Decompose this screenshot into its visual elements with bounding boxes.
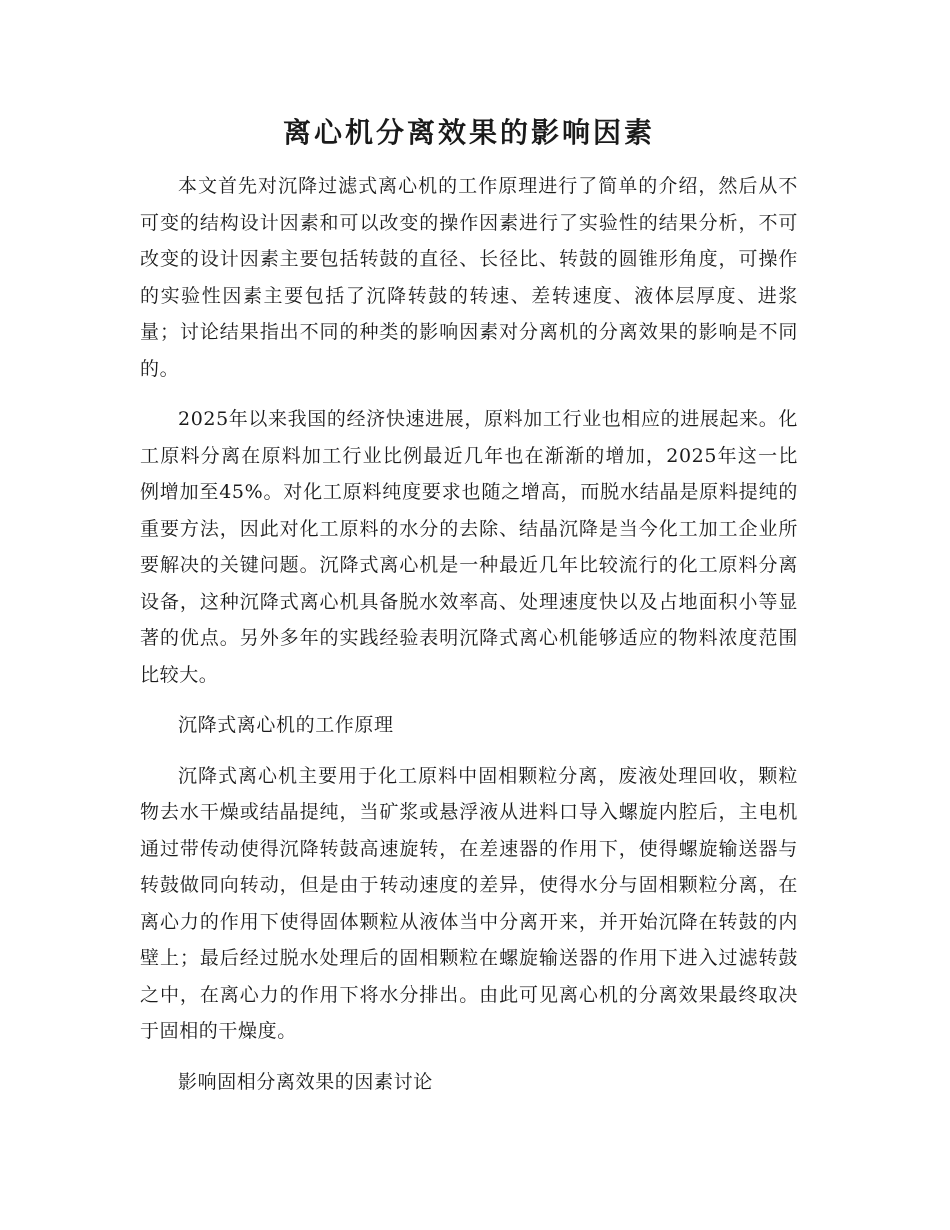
working-principle-paragraph: 沉降式离心机主要用于化工原料中固相颗粒分离，废液处理回收，颗粒物去水干燥或结晶提纯，当矿浆或悬浮液从进料口导入螺旋内腔后，主电机通过带传动使得沉降转鼓高速旋转，在差速器的作用下，使得螺旋输送器与转鼓做同向转动，但是由于转动速度的差异，使得水分与固相颗粒分离，在离心力的作用下使得固体颗粒从液体当中分离开来，并开始沉降在转鼓的内壁上；最后经过脱水处理后的固相颗粒在螺旋输送器的作用下进入过滤转鼓之中，在离心力的作用下将水分排出。由此可见离心机的分离效果最终取决于固相的干燥度。 bbox=[140, 764, 798, 1042]
abstract-paragraph: 本文首先对沉降过滤式离心机的工作原理进行了简单的介绍，然后从不可变的结构设计因素和可以改变的操作因素进行了实验性的结果分析，不可改变的设计因素主要包括转鼓的直径、长径比、转鼓的圆锥形角度，可操作的实验性因素主要包括了沉降转鼓的转速、差转速度、液体层厚度、进浆量；讨论结果指出不同的种类的影响因素对分离机的分离效果的影响是不同的。 bbox=[140, 175, 798, 380]
section-heading-working-principle: 沉降式离心机的工作原理 bbox=[178, 714, 394, 736]
document-page bbox=[140, 108, 798, 1114]
intro-paragraph: 2025年以来我国的经济快速进展，原料加工行业也相应的进展起来。化工原料分离在原料加工行业比例最近几年也在渐渐的增加，2025年这一比例增加至45%。对化工原料纯度要求也随之增高，而脱水结晶是原料提纯的重要方法，因此对化工原料的水分的去除、结晶沉降是当今化工加工企业所要解决的关键问题。沉降式离心机是一种最近几年比较流行的化工原料分离设备，这种沉降式离心机具备脱水效率高、处理速度快以及占地面积小等显著的优点。另外多年的实践经验表明沉降式离心机能够适应的物料浓度范围比较大。 bbox=[140, 408, 798, 686]
document-title: 离心机分离效果的影响因素 bbox=[282, 116, 655, 149]
section-heading-factors: 影响固相分离效果的因素讨论 bbox=[178, 1070, 433, 1093]
